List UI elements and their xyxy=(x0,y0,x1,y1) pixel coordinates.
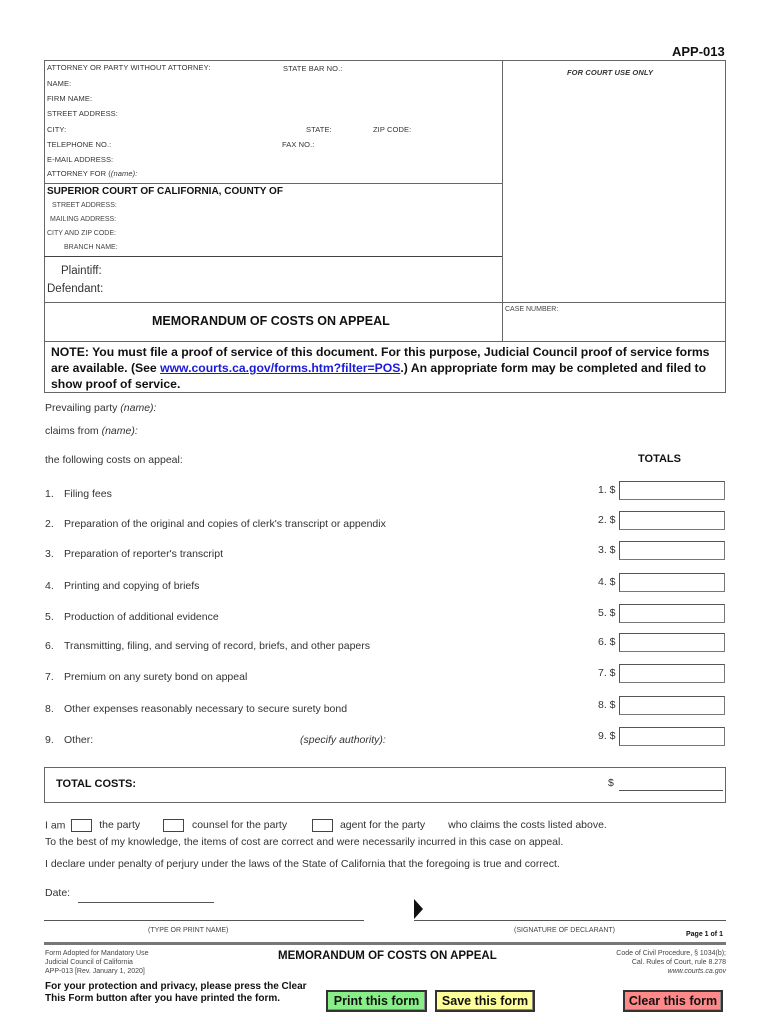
name-label: NAME: xyxy=(47,79,72,88)
state-bar-label: STATE BAR NO.: xyxy=(283,64,343,73)
firm-name-label: FIRM NAME: xyxy=(47,94,93,103)
total-dollar-sign: $ xyxy=(608,777,614,789)
attorney-court-divider xyxy=(44,183,502,184)
cost-item-number: 3. xyxy=(45,548,54,560)
legal-citations xyxy=(616,949,726,976)
courts-website: www.courts.ca.gov xyxy=(667,968,726,975)
parties-title-divider xyxy=(44,302,726,303)
case-number-label: CASE NUMBER: xyxy=(505,306,559,313)
total-costs-label: TOTAL COSTS: xyxy=(56,778,137,790)
cost-item-label: Preparation of reporter's transcript xyxy=(64,548,223,560)
code-line-1: Code of Civil Procedure, § 1034(b); xyxy=(616,950,726,957)
cost-item-field-label: 7. $ xyxy=(598,667,616,679)
cost-item-number: 4. xyxy=(45,580,54,592)
email-label: E-MAIL ADDRESS: xyxy=(47,155,114,164)
cost-item-6-amount-input[interactable] xyxy=(619,633,725,652)
signature-label: (SIGNATURE OF DECLARANT) xyxy=(514,927,615,934)
form-id: APP-013 xyxy=(672,44,725,59)
plaintiff-label: Plaintiff: xyxy=(61,265,102,277)
cost-item-number: 1. xyxy=(45,488,54,500)
knowledge-statement: To the best of my knowledge, the items of cost are correct and were necessarily incurred in this case on appeal. xyxy=(45,836,564,848)
court-city-zip-label: CITY AND ZIP CODE: xyxy=(47,230,116,237)
court-branch-name-label: BRANCH NAME: xyxy=(64,244,118,251)
attorney-for-name-hint: (name): xyxy=(110,169,138,178)
agent-checkbox[interactable] xyxy=(312,819,333,832)
cost-item-5-amount-input[interactable] xyxy=(619,604,725,623)
costs-intro: the following costs on appeal: xyxy=(45,454,183,466)
city-label: CITY: xyxy=(47,125,67,134)
street-address-label: STREET ADDRESS: xyxy=(47,109,118,118)
cost-item-label: Filing fees xyxy=(64,488,112,500)
cost-item-field-label: 4. $ xyxy=(598,576,616,588)
counsel-checkbox[interactable] xyxy=(163,819,184,832)
cost-item-number: 5. xyxy=(45,611,54,623)
date-label: Date: xyxy=(45,887,71,899)
proof-of-service-note xyxy=(44,341,726,393)
claims-from-label xyxy=(45,425,138,437)
cost-item-field-label: 6. $ xyxy=(598,636,616,648)
fax-label: FAX NO.: xyxy=(282,140,315,149)
adopted-line-2: Judicial Council of California xyxy=(45,959,133,966)
totals-heading: TOTALS xyxy=(638,453,681,465)
court-title: SUPERIOR COURT OF CALIFORNIA, COUNTY OF xyxy=(47,186,283,197)
cost-item-field-label: 3. $ xyxy=(598,544,616,556)
cost-item-field-label: 8. $ xyxy=(598,699,616,711)
cost-item-number: 8. xyxy=(45,703,54,715)
court-mailing-address-label: MAILING ADDRESS: xyxy=(50,216,117,223)
cost-item-9-amount-input[interactable] xyxy=(619,727,725,746)
declarant-role-row xyxy=(45,819,607,832)
adopted-info xyxy=(45,949,149,976)
privacy-line-2: This Form button after you have printed the form. xyxy=(45,993,281,1004)
document-title: MEMORANDUM OF COSTS ON APPEAL xyxy=(152,314,390,328)
cost-item-number: 6. xyxy=(45,640,54,652)
code-line-2: Cal. Rules of Court, rule 8.278 xyxy=(631,959,726,966)
telephone-label: TELEPHONE NO.: xyxy=(47,140,112,149)
state-label: STATE: xyxy=(306,125,332,134)
court-street-address-label: STREET ADDRESS: xyxy=(52,202,117,209)
print-name-label: (TYPE OR PRINT NAME) xyxy=(148,927,229,934)
pos-forms-link[interactable]: www.courts.ca.gov/forms.htm?filter=POS xyxy=(160,361,401,375)
cost-item-number: 7. xyxy=(45,671,54,683)
cost-item-field-label: 5. $ xyxy=(598,607,616,619)
clear-form-button[interactable]: Clear this form xyxy=(623,990,723,1012)
adopted-line-3: APP-013 [Rev. January 1, 2020] xyxy=(45,968,145,975)
agent-option-label: agent for the party xyxy=(339,819,426,832)
cost-item-3-amount-input[interactable] xyxy=(619,541,725,560)
cost-item-field-label: 2. $ xyxy=(598,514,616,526)
privacy-line-1: For your protection and privacy, please press the Clear xyxy=(45,981,307,992)
cost-item-4-amount-input[interactable] xyxy=(619,573,725,592)
adopted-line-1: Form Adopted for Mandatory Use xyxy=(45,950,149,957)
caption-frame xyxy=(44,60,726,342)
attorney-label: ATTORNEY OR PARTY WITHOUT ATTORNEY: xyxy=(47,63,211,72)
cost-item-label: Transmitting, filing, and serving of record, briefs, and other papers xyxy=(64,640,371,652)
counsel-option-label: counsel for the party xyxy=(191,819,288,832)
cost-item-label: Production of additional evidence xyxy=(64,611,219,623)
cost-item-label: Other: xyxy=(64,734,94,746)
cost-item-7-amount-input[interactable] xyxy=(619,664,725,683)
prevailing-party-text: Prevailing party xyxy=(45,402,118,414)
cost-item-label: Other expenses reasonably necessary to secure surety bond xyxy=(64,703,348,715)
specify-authority-label: (specify authority): xyxy=(300,734,386,746)
save-form-button[interactable]: Save this form xyxy=(435,990,535,1012)
total-costs-field[interactable] xyxy=(619,790,723,791)
attorney-for-text: ATTORNEY FOR xyxy=(47,169,107,178)
cost-item-number: 2. xyxy=(45,518,54,530)
claims-from-name-hint: (name): xyxy=(101,425,138,437)
signature-arrow-icon xyxy=(414,899,423,919)
caption-divider xyxy=(502,60,503,342)
cost-item-8-amount-input[interactable] xyxy=(619,696,725,715)
note-text-2: .) An appropriate form may be completed and filed to show proof of service. xyxy=(51,361,707,391)
print-form-button[interactable]: Print this form xyxy=(326,990,427,1012)
cost-item-field-label: 1. $ xyxy=(598,484,616,496)
cost-item-label: Premium on any surety bond on appeal xyxy=(64,671,248,683)
footer-divider xyxy=(44,942,726,945)
cost-item-number: 9. xyxy=(45,734,54,746)
court-parties-divider xyxy=(44,256,502,257)
total-costs-box xyxy=(44,767,726,803)
zip-code-label: ZIP CODE: xyxy=(373,125,412,134)
date-field[interactable] xyxy=(78,902,214,903)
prevailing-party-name-hint: (name): xyxy=(120,402,157,414)
prevailing-party-label xyxy=(45,402,156,414)
perjury-statement: I declare under penalty of perjury under the laws of the State of California that the foregoing is true and correct. xyxy=(45,858,560,870)
signature-field[interactable] xyxy=(414,920,726,921)
cost-item-label: Printing and copying of briefs xyxy=(64,580,200,592)
page-number: Page 1 of 1 xyxy=(686,931,723,938)
privacy-notice xyxy=(45,981,307,1005)
attorney-for-label: ATTORNEY FOR ((name): xyxy=(47,169,138,178)
cost-item-1-amount-input[interactable] xyxy=(619,481,725,500)
who-claims-text: who claims the costs listed above. xyxy=(448,819,607,832)
footer-title: MEMORANDUM OF COSTS ON APPEAL xyxy=(278,950,497,962)
court-use-label: FOR COURT USE ONLY xyxy=(567,68,654,77)
i-am-label: I am xyxy=(45,819,66,832)
defendant-label: Defendant: xyxy=(47,283,104,295)
cost-item-field-label: 9. $ xyxy=(598,730,616,742)
party-checkbox[interactable] xyxy=(71,819,92,832)
note-text-1: NOTE: You must file a proof of service of this document. For this purpose, Judicial Council proof of service forms are available. (See xyxy=(51,345,710,375)
cost-item-2-amount-input[interactable] xyxy=(619,511,725,530)
claims-from-text: claims from xyxy=(45,425,99,437)
party-option-label: the party xyxy=(99,819,141,832)
print-name-field[interactable] xyxy=(44,920,364,921)
cost-item-label: Preparation of the original and copies of clerk's transcript or appendix xyxy=(64,518,386,530)
